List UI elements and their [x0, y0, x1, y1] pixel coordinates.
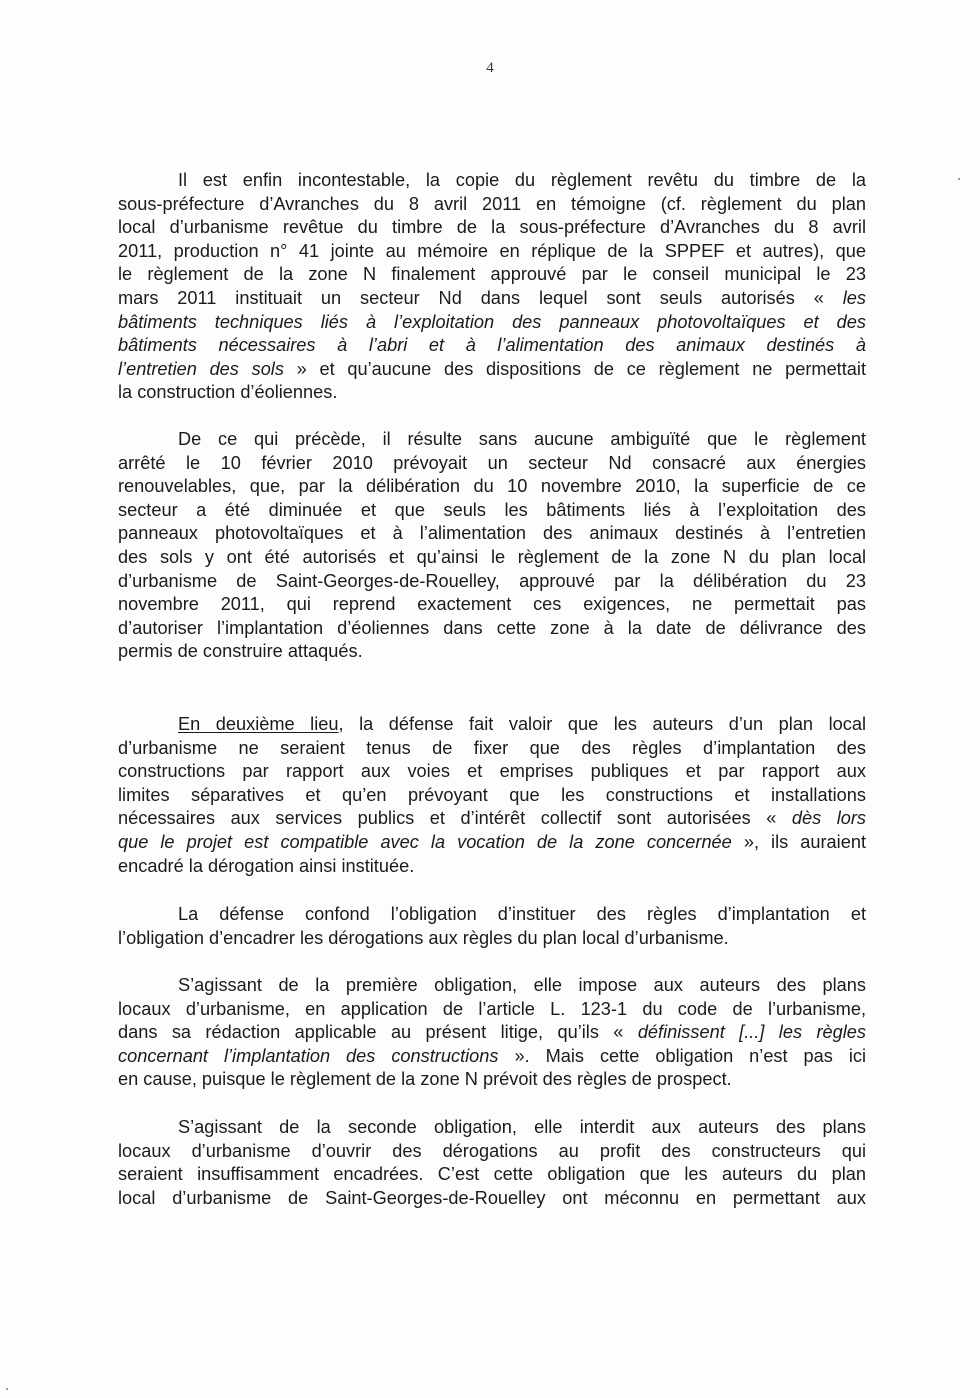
text-line: l’obligation d’encadrer les dérogations aux règles du plan local d’urbanisme. — [118, 927, 729, 948]
text-line: constructions par rapport aux voies et emprises publiques et par rapport aux — [118, 761, 866, 782]
text-line: dans sa rédaction applicable au présent litige, qu’ils « définissent [...] les règles — [118, 1022, 866, 1043]
text-line: renouvelables, que, par la délibération du 10 novembre 2010, la superficie de ce — [118, 476, 866, 497]
text-line: concernant l’implantation des constructions ». Mais cette obligation n’est pas ici — [118, 1045, 866, 1066]
text-line: Il est enfin incontestable, la copie du règlement revêtu du timbre de la — [178, 170, 866, 190]
text-line: panneaux photovoltaïques et à l’alimentation des animaux destinés à l’entretien — [118, 523, 866, 544]
paragraph-2 — [118, 428, 866, 664]
text-line: que le projet est compatible avec la vocation de la zone concernée », ils auraient — [118, 831, 867, 852]
text-line — [118, 713, 866, 737]
text-line: l’entretien des sols » et qu’aucune des dispositions de ce règlement ne permettait — [118, 358, 866, 379]
text-line: encadré la dérogation ainsi instituée. — [118, 855, 415, 876]
text-line: S’agissant de la seconde obligation, elle interdit aux auteurs des plans — [178, 1117, 866, 1137]
text-line: locaux d’urbanisme d’ouvrir des dérogations au profit des constructeurs qui — [118, 1140, 866, 1161]
text-line: nécessaires aux services publics et d’intérêt collectif sont autorisées « dès lors — [118, 808, 866, 829]
text-line: arrêté le 10 février 2010 prévoyait un secteur Nd consacré aux énergies — [118, 452, 866, 473]
page-number: 4 — [486, 60, 494, 76]
paragraph-3 — [118, 713, 866, 878]
text-line: novembre 2011, qui reprend exactement ces exigences, ne permettait pas — [118, 594, 866, 615]
text-line: secteur a été diminuée et que seuls les bâtiments liés à l’exploitation des — [118, 499, 866, 520]
text-line: seraient insuffisamment encadrées. C’est cette obligation que les auteurs du plan — [118, 1164, 866, 1185]
text-line: local d’urbanisme de Saint-Georges-de-Rouelley ont méconnu en permettant aux — [118, 1187, 866, 1208]
text-line: bâtiments nécessaires à l’abri et à l’alimentation des animaux destinés à — [118, 335, 866, 356]
scan-speck — [958, 178, 960, 180]
text-line: sous-préfecture d’Avranches du 8 avril 2011 en témoigne (cf. règlement du plan — [118, 193, 866, 214]
text-line: limites séparatives et qu’en prévoyant que les constructions et installations — [118, 784, 866, 805]
underlined-lead: En deuxième lieu — [178, 714, 339, 734]
text-line: d’urbanisme de Saint-Georges-de-Rouelley, approuvé par la délibération du 23 — [118, 570, 866, 591]
text-line: d’urbanisme ne seraient tenus de fixer que des règles d’implantation des — [118, 737, 866, 758]
text-line: bâtiments techniques liés à l’exploitation des panneaux photovoltaïques et des — [118, 311, 866, 332]
text-line: le règlement de la zone N finalement approuvé par le conseil municipal le 23 — [118, 264, 866, 285]
text-line: mars 2011 instituait un secteur Nd dans lequel sont seuls autorisés « les — [118, 287, 866, 308]
text-line: des sols y ont été autorisés et qu’ainsi le règlement de la zone N du plan local — [118, 546, 866, 567]
text-line: La défense confond l’obligation d’instituer des règles d’implantation et — [178, 904, 866, 924]
text-line: la construction d’éoliennes. — [118, 382, 338, 403]
paragraph-4 — [118, 903, 866, 950]
text-line: 2011, production n° 41 jointe au mémoire en réplique de la SPPEF et autres), que — [118, 240, 866, 261]
paragraph-5 — [118, 974, 866, 1092]
text-line: locaux d’urbanisme, en application de l’article L. 123-1 du code de l’urbanisme, — [118, 998, 866, 1019]
scan-speck — [6, 1388, 8, 1390]
text-line: permis de construire attaqués. — [118, 641, 363, 662]
text-line: d’autoriser l’implantation d’éoliennes dans cette zone à la date de délivrance des — [118, 617, 866, 638]
text-line: De ce qui précède, il résulte sans aucune ambiguïté que le règlement — [178, 429, 866, 449]
text-run: , la défense fait valoir que les auteurs d’un plan local — [338, 714, 866, 734]
text-line: en cause, puisque le règlement de la zone N prévoit des règles de prospect. — [118, 1069, 732, 1090]
text-line: S’agissant de la première obligation, elle impose aux auteurs des plans — [178, 975, 866, 995]
paragraph-1 — [118, 169, 866, 405]
paragraph-6 — [118, 1116, 866, 1210]
text-line: local d’urbanisme revêtue du timbre de la sous-préfecture d’Avranches du 8 avril — [118, 217, 866, 238]
